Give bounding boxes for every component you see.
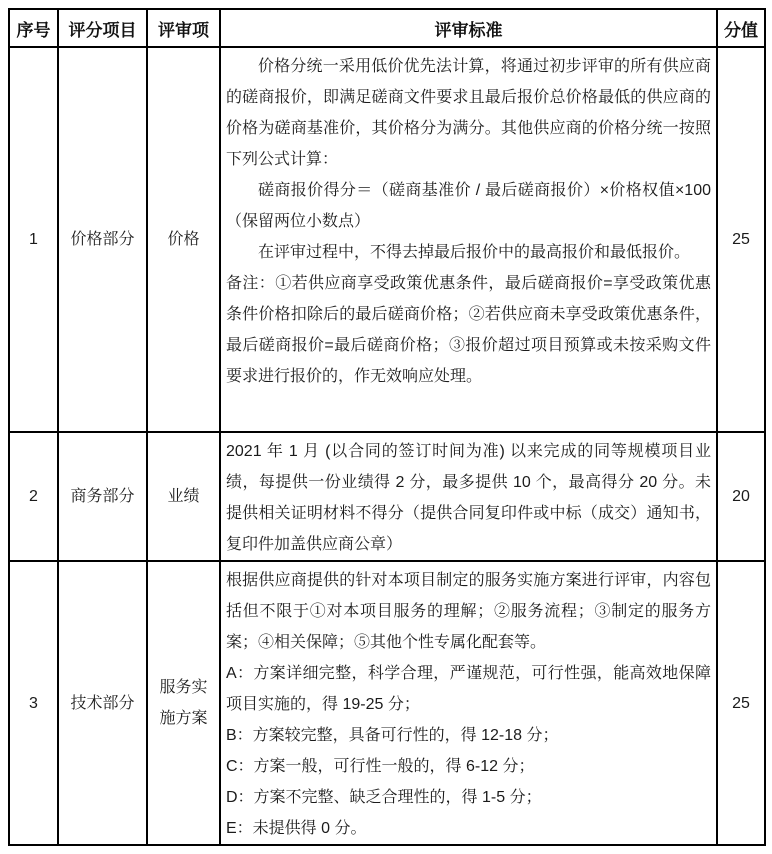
header-row — [9, 9, 765, 47]
criteria-paragraph: 备注：①若供应商享受政策优惠条件，最后磋商报价=享受政策优惠条件价格扣除后的最后磋商价格；②若供应商未享受政策优惠条件，最后磋商报价=最后磋商价格；③报价超过项目预算或未按采购文件要求进行报价的，作无效响应处理。 — [226, 275, 711, 385]
criteria-paragraph: B：方案较完整，具备可行性的，得 12-18 分； — [226, 727, 559, 744]
criteria-cell — [220, 432, 717, 561]
row-number-cell: 3 — [9, 561, 58, 845]
scoring-item-cell: 商务部分 — [58, 432, 147, 561]
header-cell-review: 评审项 — [147, 9, 220, 47]
evaluation-criteria-table — [8, 8, 766, 846]
review-item-cell: 业绩 — [147, 432, 220, 561]
review-item-cell: 价格 — [147, 47, 220, 432]
criteria-paragraph: C：方案一般，可行性一般的，得 6-12 分； — [226, 758, 535, 775]
criteria-paragraph: 2021 年 1 月 (以合同的签订时间为准) 以来完成的同等规模项目业绩，每提供一份业绩得 2 分，最多提供 10 个，最高得分 20 分。未提供相关证明材料不得分（提供合同复印件或中标（成交）通知书，复印件加盖供应商公章） — [226, 443, 711, 553]
scoring-item-cell: 价格部分 — [58, 47, 147, 432]
table-row — [9, 561, 765, 845]
review-item-cell: 服务实施方案 — [147, 561, 220, 845]
table-row — [9, 432, 765, 561]
score-cell: 25 — [717, 47, 765, 432]
score-cell: 20 — [717, 432, 765, 561]
header-cell-score: 分值 — [717, 9, 765, 47]
header-cell-no: 序号 — [9, 9, 58, 47]
row-number-cell: 1 — [9, 47, 58, 432]
criteria-paragraph: 在评审过程中，不得去掉最后报价中的最高报价和最低报价。 — [258, 244, 691, 261]
criteria-paragraph: 磋商报价得分＝（磋商基准价 / 最后磋商报价）×价格权值×100（保留两位小数点） — [226, 182, 711, 230]
header-cell-item: 评分项目 — [58, 9, 147, 47]
table-row — [9, 47, 765, 432]
criteria-paragraph: E：未提供得 0 分。 — [226, 820, 367, 837]
criteria-paragraph: A：方案详细完整，科学合理，严谨规范，可行性强，能高效地保障项目实施的，得 19-25 分； — [226, 665, 711, 713]
criteria-cell — [220, 47, 717, 432]
criteria-paragraph: 根据供应商提供的针对本项目制定的服务实施方案进行评审，内容包括但不限于①对本项目服务的理解；②服务流程；③制定的服务方案；④相关保障；⑤其他个性专属化配套等。 — [226, 572, 711, 651]
row-number-cell: 2 — [9, 432, 58, 561]
criteria-paragraph: 价格分统一采用低价优先法计算，将通过初步评审的所有供应商的磋商报价，即满足磋商文件要求且最后报价总价格最低的供应商的价格为磋商基准价，其价格分为满分。其他供应商的价格分统一按照下列公式计算： — [226, 58, 711, 168]
criteria-cell — [220, 561, 717, 845]
score-cell: 25 — [717, 561, 765, 845]
scoring-item-cell: 技术部分 — [58, 561, 147, 845]
header-cell-criteria: 评审标准 — [220, 9, 717, 47]
criteria-paragraph: D：方案不完整、缺乏合理性的，得 1-5 分； — [226, 789, 542, 806]
